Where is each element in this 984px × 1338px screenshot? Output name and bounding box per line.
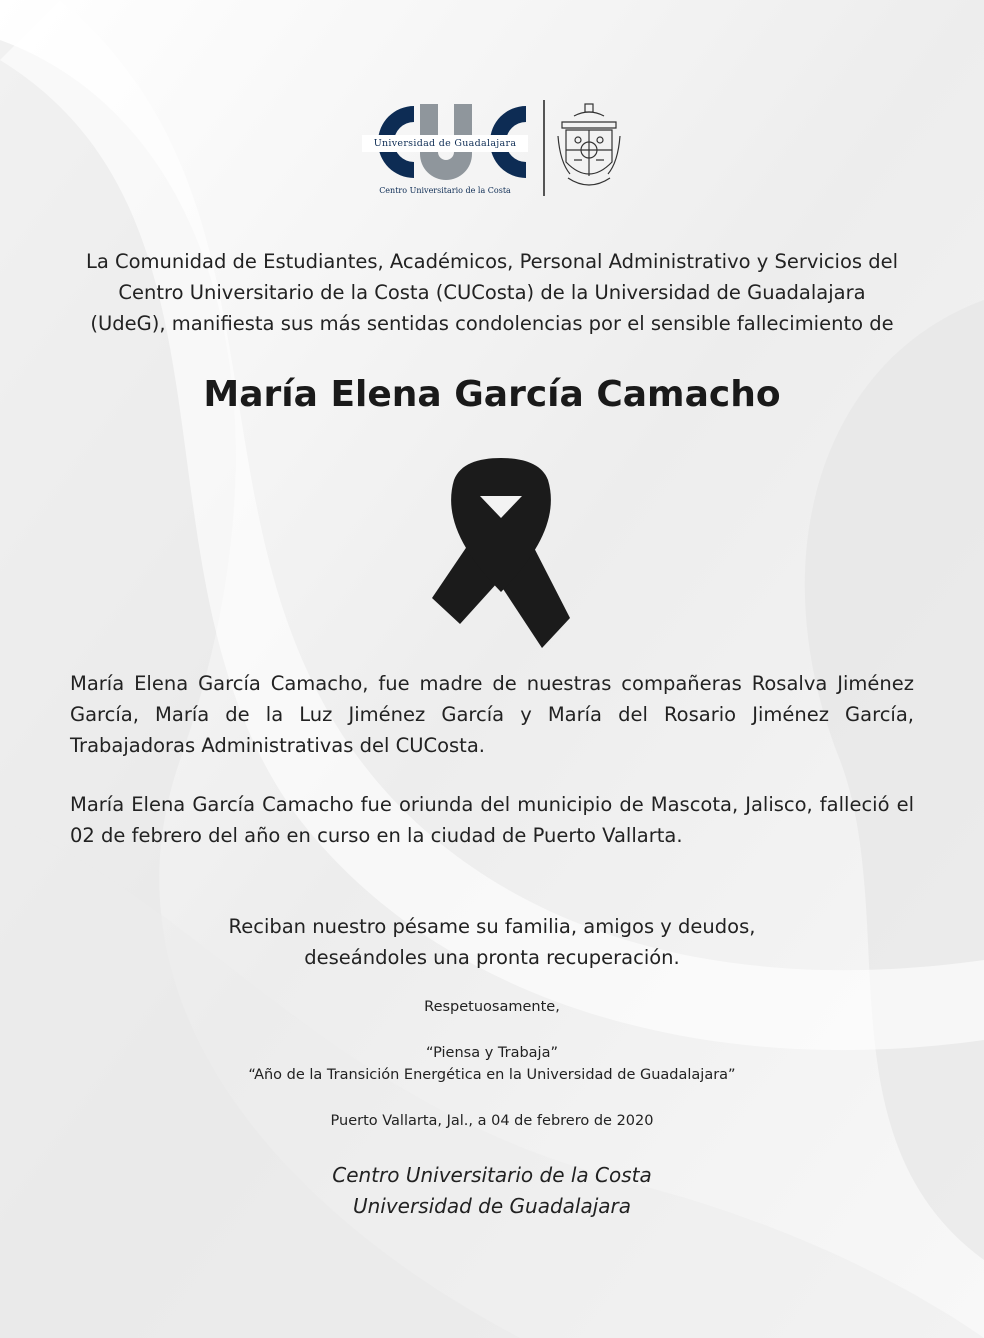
paragraph-origin: María Elena García Camacho fue oriunda del municipio de Mascota, Jalisco, falleció el 02 de febrero del año en curso en la ciudad de Puerto Vallarta. bbox=[70, 793, 914, 847]
place-date: Puerto Vallarta, Jal., a 04 de febrero de 2020 bbox=[330, 1113, 654, 1129]
intro-line-1: La Comunidad de Estudiantes, Académicos, Personal Administrativo y Servicios del bbox=[85, 250, 899, 273]
intro-line-2: Centro Universitario de la Costa (CUCosta) de la Universidad de Guadalajara bbox=[118, 281, 866, 304]
signature bbox=[0, 1160, 984, 1222]
condolence-line-1: Reciban nuestro pésame su familia, amigos y deudos, bbox=[228, 915, 756, 938]
motto-line-2: “Año de la Transición Energética en la Universidad de Guadalajara” bbox=[248, 1067, 736, 1083]
signature-line-2: Universidad de Guadalajara bbox=[352, 1194, 632, 1218]
logo-divider bbox=[543, 100, 545, 196]
motto-line-1: “Piensa y Trabaja” bbox=[426, 1045, 558, 1061]
mourning-ribbon-icon bbox=[430, 458, 572, 648]
motto bbox=[0, 1042, 984, 1086]
signature-line-1: Centro Universitario de la Costa bbox=[332, 1163, 652, 1187]
paragraph-family: María Elena García Camacho, fue madre de nuestras compañeras Rosalva Jiménez García, María de la Luz Jiménez García y María del Rosario Jiménez García, Trabajadoras Administrativas del CUCosta. bbox=[70, 672, 914, 757]
udeg-seal-icon bbox=[556, 102, 622, 194]
intro-text bbox=[60, 246, 924, 339]
deceased-name: María Elena García Camacho bbox=[203, 374, 781, 415]
cuc-logo bbox=[362, 100, 530, 200]
closing-text: Respetuosamente, bbox=[424, 999, 560, 1015]
cuc-subtitle: Centro Universitario de la Costa bbox=[379, 186, 511, 195]
intro-line-3: (UdeG), manifiesta sus más sentidas condolencias por el sensible fallecimiento de bbox=[90, 312, 894, 335]
cuc-band-text: Universidad de Guadalajara bbox=[362, 135, 528, 152]
condolence-message bbox=[0, 911, 984, 973]
header-logos bbox=[0, 98, 984, 202]
condolence-line-2: deseándoles una pronta recuperación. bbox=[304, 946, 680, 969]
